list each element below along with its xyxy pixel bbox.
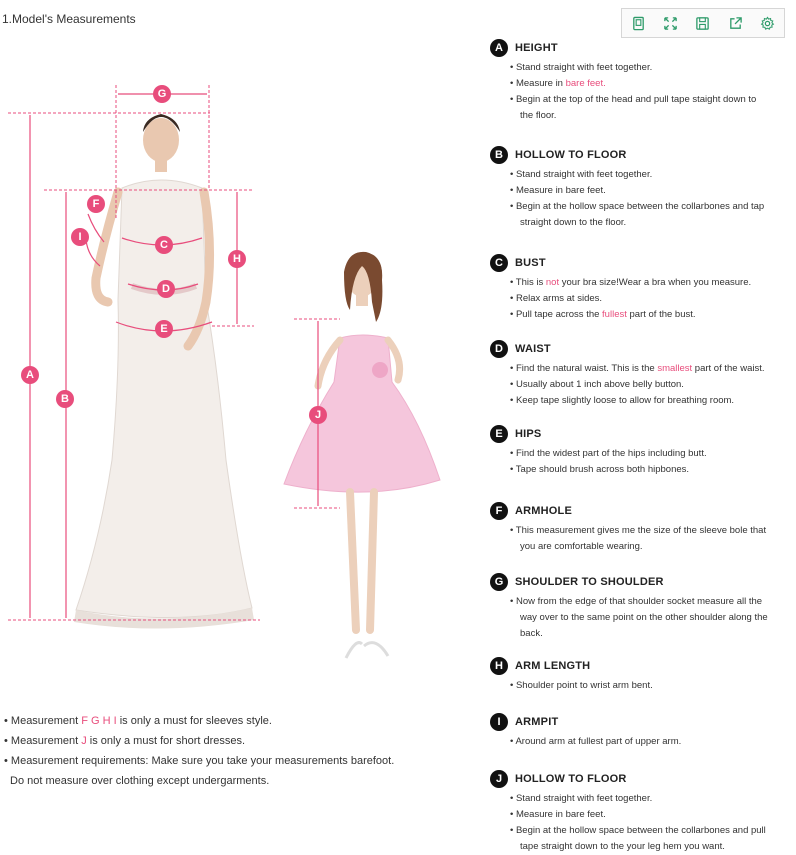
measurement-instruction: • Tape should brush across both hipbones. [510,464,690,475]
marker-a: A [21,366,39,384]
measurement-instruction: straight down to the floor. [520,217,627,228]
share-button[interactable] [725,13,745,33]
measurement-title: ARMHOLE [515,505,573,517]
marker-h: H [228,250,246,268]
measurement-instruction: • Find the natural waist. This is the smallest part of the waist. [510,363,765,374]
measurement-letter-badge: H [490,657,508,675]
short-dress-model [284,252,440,658]
measurement-header [490,501,795,521]
measurement-instruction: back. [520,628,543,639]
measurement-header [490,572,795,592]
measurement-notes [4,711,424,791]
gear-icon [760,16,775,31]
measurement-header [490,145,795,165]
measurement-title: HOLLOW TO FLOOR [515,773,627,785]
measurement-header [490,656,795,676]
measurement-item-a [490,38,795,124]
highlighted-text: not [545,277,560,288]
measurement-instruction: • This measurement gives me the size of the sleeve bole that [510,525,767,536]
measurement-instruction: • Stand straight with feet together. [510,62,653,73]
measurement-instruction: • Measure in bare feet. [510,78,606,89]
note-short-dresses: • Measurement J is only a must for short dresses. [4,735,246,747]
measurement-letter-badge: B [490,146,508,164]
save-icon [695,16,710,31]
long-dress-model [74,114,254,629]
fit-page-button[interactable] [628,13,648,33]
marker-i: I [71,228,89,246]
marker-g: G [153,85,171,103]
measurement-instruction: • Shoulder point to wrist arm bent. [510,680,653,691]
measurement-item-c [490,253,795,323]
note-sleeves: • Measurement F G H I is only a must for sleeves style. [4,715,272,727]
measurement-header [490,38,795,58]
measurement-letter-badge: F [490,502,508,520]
measurement-header [490,712,795,732]
measurement-figure [0,40,480,680]
measurement-instruction: way over to the same point on the other shoulder along the [520,612,768,623]
marker-c: C [155,236,173,254]
measurement-letter-badge: E [490,425,508,443]
measurement-title: BUST [515,257,546,269]
expand-icon [663,16,678,31]
measurement-header [490,769,795,789]
measurement-instruction: • Usually about 1 inch above belly button. [510,379,684,390]
measurement-item-i [490,712,795,750]
measurement-letter-badge: J [490,770,508,788]
image-toolbar [621,8,785,38]
share-icon [728,16,743,31]
marker-e: E [155,320,173,338]
measurement-letter-badge: C [490,254,508,272]
measurement-letter-badge: I [490,713,508,731]
measurement-instruction: • Around arm at fullest part of upper arm. [510,736,682,747]
measurement-instruction: tape straight down to the your leg hem you want. [520,841,725,852]
measurement-title: HOLLOW TO FLOOR [515,149,627,161]
measurement-title: SHOULDER TO SHOULDER [515,576,664,588]
note-requirements: • Measurement requirements: Make sure you take your measurements barefoot. [4,755,395,767]
measurement-instruction: • Begin at the top of the head and pull tape staight down to [510,94,757,105]
save-button[interactable] [693,13,713,33]
measurement-title: ARMPIT [515,716,559,728]
measurement-title: HEIGHT [515,42,558,54]
note-undergarments: Do not measure over clothing except undergarments. [10,775,270,787]
measurement-item-e [490,424,795,478]
highlighted-text: bare feet. [565,78,606,89]
measurement-title: HIPS [515,428,542,440]
measurement-item-g [490,572,795,642]
measurement-item-b [490,145,795,231]
measurement-header [490,339,795,359]
measurement-item-d [490,339,795,409]
marker-b: B [56,390,74,408]
measurement-item-j [490,769,795,855]
measurement-instruction: • Stand straight with feet together. [510,169,653,180]
marker-d: D [157,280,175,298]
fullscreen-button[interactable] [661,13,681,33]
measurement-instruction: • Find the widest part of the hips including butt. [510,448,707,459]
measurement-title: ARM LENGTH [515,660,591,672]
measurement-instruction: • Begin at the hollow space between the collarbones and pull [510,825,766,836]
page-title: 1.Model's Measurements [2,12,136,26]
highlighted-text: fullest [602,309,627,320]
measurement-instruction: • Measure in bare feet. [510,185,606,196]
measurement-item-h [490,656,795,694]
highlighted-text: smallest [657,363,693,374]
measurement-letter-badge: A [490,39,508,57]
measurement-instruction: • Pull tape across the fullest part of the bust. [510,309,696,320]
models-illustration [0,40,480,680]
measurement-item-f [490,501,795,555]
measurement-instruction: the floor. [520,110,557,121]
marker-j: J [309,406,327,424]
measurement-instruction: • Begin at the hollow space between the collarbones and tap [510,201,765,212]
measurement-letter-badge: G [490,573,508,591]
measurement-title: WAIST [515,343,551,355]
settings-button[interactable] [758,13,778,33]
measurement-instruction: • Stand straight with feet together. [510,793,653,804]
marker-f: F [87,195,105,213]
measurement-letter-badge: D [490,340,508,358]
measurement-instruction: • This is not your bra size!Wear a bra when you measure. [510,277,752,288]
measurement-header [490,424,795,444]
measurement-instruction: • Now from the edge of that shoulder socket measure all the [510,596,763,607]
measurement-header [490,253,795,273]
measurement-instruction: you are comfortable wearing. [520,541,643,552]
measurement-instruction: • Measure in bare feet. [510,809,606,820]
measurement-instruction: • Keep tape slightly loose to allow for breathing room. [510,395,735,406]
document-icon [631,16,646,31]
measurement-instruction: • Relax arms at sides. [510,293,603,304]
